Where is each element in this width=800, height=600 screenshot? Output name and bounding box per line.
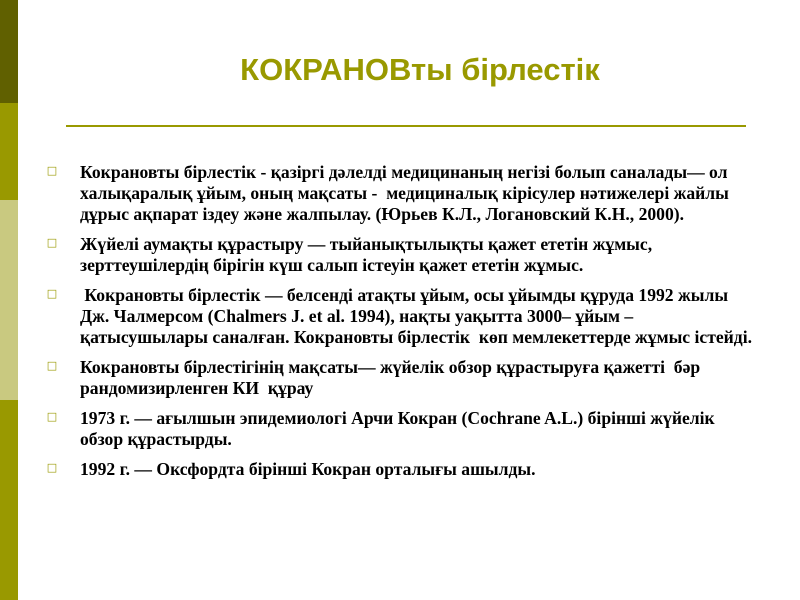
title-divider	[66, 125, 746, 127]
bullet-marker-icon: □	[46, 236, 58, 249]
bullet-text: 1973 г. — ағылшын эпидемиологі Арчи Кокран (Cochrane A.L.) бірінші жүйелік обзор құрастырды.	[80, 408, 720, 449]
bullet-marker-icon: □	[46, 359, 58, 372]
sidebar-segment-lower-mid	[0, 200, 18, 400]
bullet-item	[46, 234, 760, 276]
bullet-item	[46, 285, 760, 348]
bullet-item	[46, 357, 760, 399]
slide-title: КОКРАНОВты бірлестік	[240, 52, 600, 87]
bullet-text: Жүйелі аумақты құрастыру — тыйанықтылықты қажет ететін жұмыс, зерттеушілердің бірігін күш салып істеуін қажет ететін жұмыс.	[80, 234, 657, 275]
bullet-list	[46, 162, 760, 489]
bullet-text: Кокрановты бірлестігінің мақсаты— жүйелік обзор құрастыруға қажетті бәр рандомизирленген КИ құрау	[80, 357, 705, 398]
sidebar-segment-bottom	[0, 400, 18, 600]
bullet-item	[46, 162, 760, 225]
bullet-text: Кокрановты бірлестік - қазіргі дәлелді медицинаның негізі болып саналады— ол халықаралық ұйым, оның мақсаты - медициналық кірісулер нәтижелері жайлы дұрыс ақпарат іздеу және жалпылау. (Юрьев К.Л., Логановский К.Н., 2000).	[80, 162, 734, 224]
bullet-text: Кокрановты бірлестік — белсенді атақты ұйым, осы ұйымды құруда 1992 жылы Дж. Чалмерсом (Chalmers J. et al. 1994), нақты уақытта 3000– ұйым – қатысушылары саналған. Кокрановты бірлестік көп мемлекеттерде жұмыс істейді.	[80, 285, 752, 347]
sidebar-segment-upper-mid	[0, 103, 18, 200]
bullet-item	[46, 408, 760, 450]
bullet-marker-icon: □	[46, 410, 58, 423]
bullet-marker-icon: □	[46, 164, 58, 177]
sidebar-segment-top	[0, 0, 18, 103]
bullet-item	[46, 459, 760, 480]
decorative-sidebar	[0, 0, 18, 600]
bullet-marker-icon: □	[46, 287, 58, 300]
bullet-marker-icon: □	[46, 461, 58, 474]
bullet-text: 1992 г. — Оксфордта бірінші Кокран орталығы ашылды.	[80, 459, 536, 479]
